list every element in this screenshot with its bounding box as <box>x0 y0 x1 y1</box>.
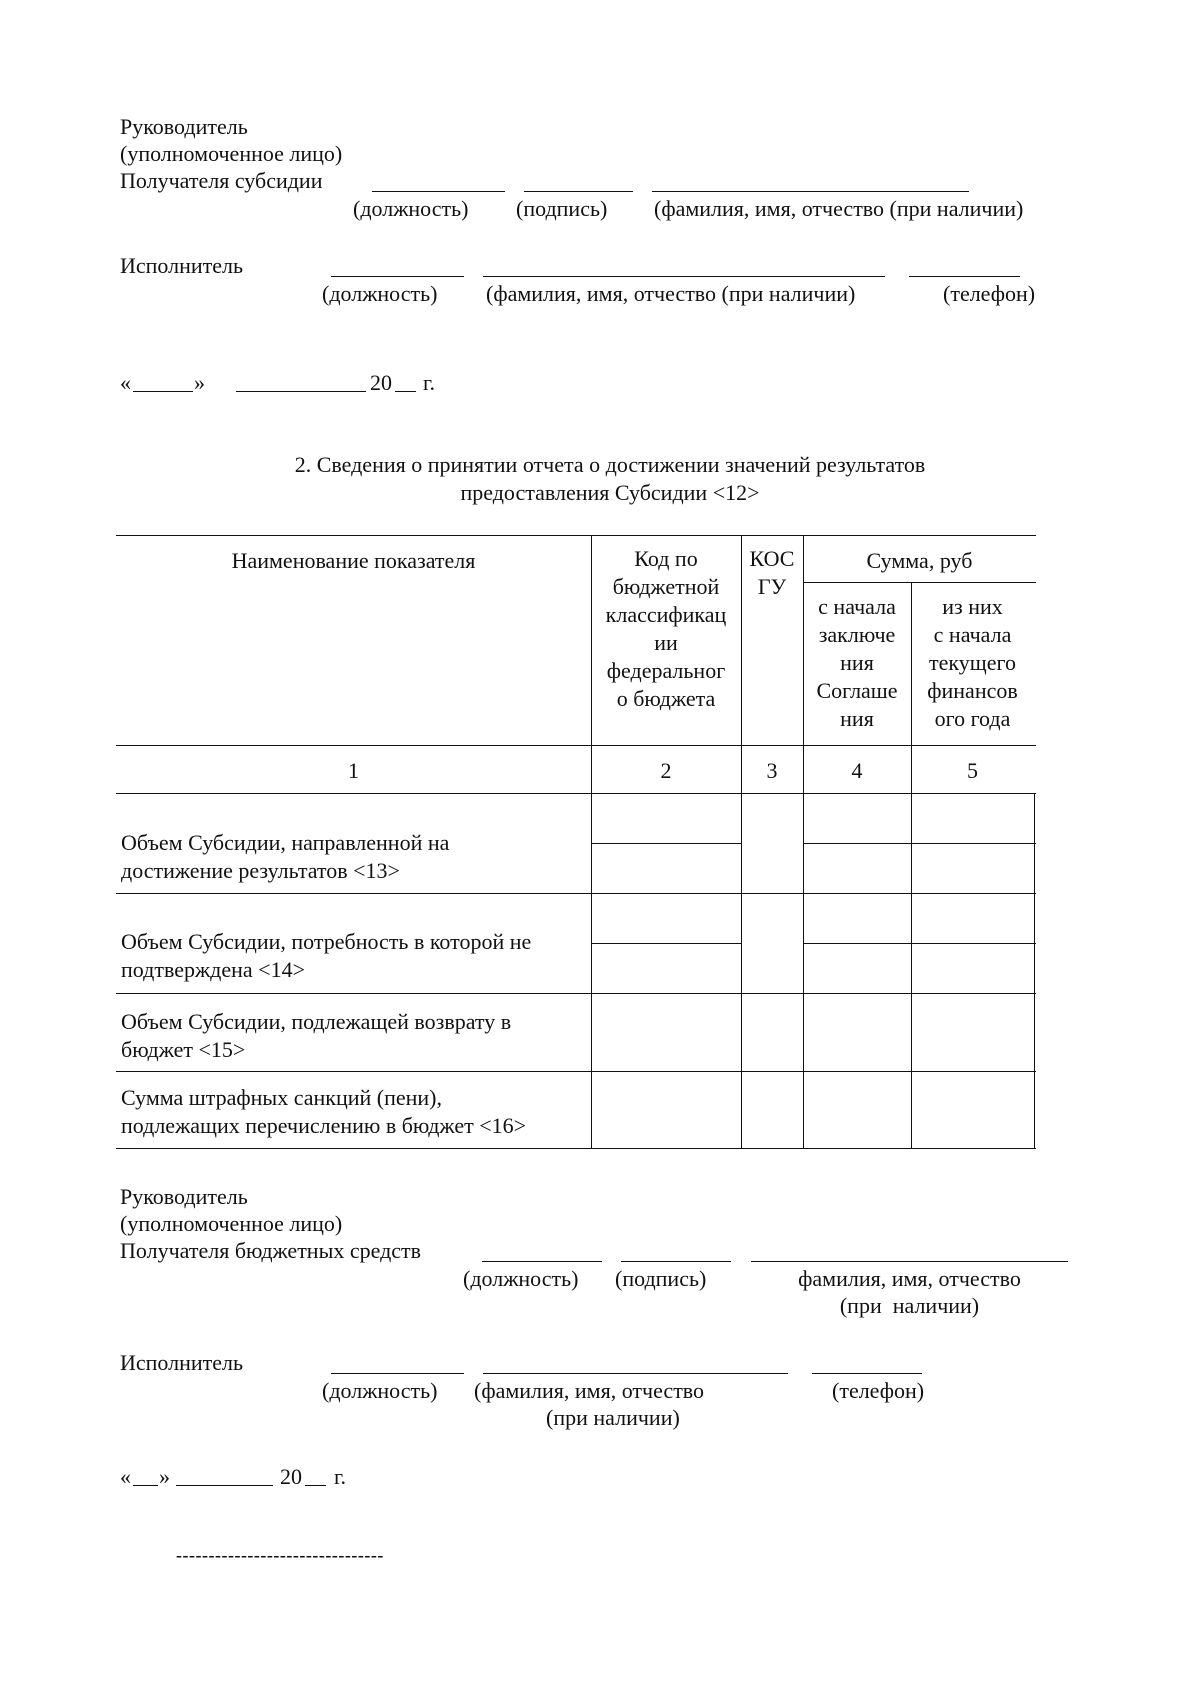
recipient-label: Получателя субсидии <box>120 168 323 193</box>
date-close-quote: » <box>194 370 205 395</box>
year-line[interactable] <box>395 391 416 392</box>
executor-position-caption: (должность) <box>322 281 438 306</box>
year-prefix: 20 <box>370 370 392 395</box>
table-cell-r4-c2[interactable] <box>593 1073 739 1146</box>
executor-position-line[interactable] <box>331 276 464 277</box>
table-cell-r1-c3[interactable] <box>743 795 801 891</box>
row1-bottom-border <box>116 893 1036 894</box>
bottom-executor-position-line[interactable] <box>331 1373 464 1374</box>
table-bottom-border <box>116 1148 1036 1149</box>
table-right-border <box>1034 793 1035 1148</box>
table-cell-r1-c2a[interactable] <box>593 795 739 841</box>
bottom-year-prefix: 20 <box>280 1464 302 1489</box>
sum-group-divider <box>803 582 1036 583</box>
bottom-position-line[interactable] <box>482 1261 602 1262</box>
full-name-line[interactable] <box>652 191 969 192</box>
position-line[interactable] <box>372 191 505 192</box>
header-budget-code: Код по бюджетной классификац ии федеральног о бюджета <box>605 546 727 711</box>
bottom-date-close-quote: » <box>159 1464 170 1489</box>
row1-code-subdivider <box>591 843 741 844</box>
bottom-full-name-caption: фамилия, имя, отчество <box>798 1266 1021 1291</box>
row2-code-subdivider <box>591 943 741 944</box>
row-subsidy-for-results: Объем Субсидии, направленной на достижение результатов <13> <box>121 830 450 883</box>
row2-bottom-border <box>116 993 1036 994</box>
bottom-executor-label: Исполнитель <box>120 1350 244 1375</box>
header-bottom-border <box>116 745 1036 746</box>
table-cell-r1-c5a[interactable] <box>913 795 1032 841</box>
table-cell-r2-c3[interactable] <box>743 895 801 991</box>
table-cell-r1-c2b[interactable] <box>593 845 739 891</box>
header-current-year: из них с начала текущего финансов ого года <box>927 594 1018 731</box>
row-subsidy-to-return: Объем Субсидии, подлежащей возврату в бюджет <15> <box>121 1009 512 1062</box>
bottom-date-open-quote: « <box>120 1464 131 1489</box>
position-caption: (должность) <box>353 196 469 221</box>
executor-name-caption: (фамилия, имя, отчество (при наличии) <box>486 281 856 306</box>
number-row-bottom-border <box>116 793 1036 794</box>
full-name-caption: (фамилия, имя, отчество (при наличии) <box>654 196 1024 221</box>
row-penalties: Сумма штрафных санкций (пени), подлежащих перечислению в бюджет <16> <box>121 1085 527 1138</box>
header-since-agreement: с начала заключе ния Соглаше ния <box>816 594 898 731</box>
bottom-executor-name-line[interactable] <box>483 1373 788 1374</box>
col-number-4: 4 <box>851 758 863 783</box>
executor-phone-caption: (телефон) <box>943 281 1036 306</box>
bottom-month-line[interactable] <box>176 1485 273 1486</box>
bottom-year-suffix: г. <box>334 1464 347 1489</box>
bottom-position-caption: (должность) <box>463 1266 579 1291</box>
col-divider-2 <box>741 535 742 1148</box>
bottom-executor-name-caption: (фамилия, имя, отчество <box>474 1378 705 1403</box>
date-open-quote: « <box>120 370 131 395</box>
bottom-executor-phone-caption: (телефон) <box>832 1378 925 1403</box>
row2-sum-subdivider <box>803 943 1036 944</box>
month-line[interactable] <box>236 391 366 392</box>
footnote-separator: -------------------------------- <box>176 1545 384 1565</box>
bottom-manager-label: Руководитель <box>120 1184 248 1209</box>
bottom-full-name-caption-2: (при наличии) <box>839 1293 980 1318</box>
section-title-line2: предоставления Субсидии <12> <box>460 480 760 505</box>
bottom-day-line[interactable] <box>133 1485 158 1486</box>
bottom-executor-position-caption: (должность) <box>322 1378 438 1403</box>
bottom-authorized-person-label: (уполномоченное лицо) <box>120 1211 343 1236</box>
executor-label: Исполнитель <box>120 253 244 278</box>
bottom-year-line[interactable] <box>305 1485 326 1486</box>
col-number-5: 5 <box>967 758 978 783</box>
manager-label: Руководитель <box>120 114 248 139</box>
row1-sum-subdivider <box>803 843 1036 844</box>
bottom-executor-phone-line[interactable] <box>812 1373 922 1374</box>
header-kosgu: КОС ГУ <box>749 546 795 599</box>
table-cell-r3-c2[interactable] <box>593 995 739 1069</box>
row3-bottom-border <box>116 1071 1036 1072</box>
col-number-3: 3 <box>766 758 778 783</box>
bottom-signature-caption: (подпись) <box>615 1266 707 1291</box>
header-sum-group: Сумма, руб <box>866 548 973 573</box>
col-number-1: 1 <box>348 758 359 783</box>
bottom-recipient-label: Получателя бюджетных средств <box>120 1238 422 1263</box>
executor-name-line[interactable] <box>483 276 885 277</box>
year-suffix: г. <box>423 370 436 395</box>
row-subsidy-unconfirmed: Объем Субсидии, потребность в которой не подтверждена <14> <box>121 929 532 982</box>
bottom-full-name-line[interactable] <box>751 1261 1068 1262</box>
authorized-person-label: (уполномоченное лицо) <box>120 141 343 166</box>
bottom-signature-line[interactable] <box>621 1261 731 1262</box>
bottom-executor-name-caption-2: (при наличии) <box>546 1405 680 1430</box>
col-number-2: 2 <box>660 758 672 783</box>
section-title-line1: 2. Сведения о принятии отчета о достижении значений результатов <box>294 452 926 477</box>
day-line[interactable] <box>133 391 193 392</box>
executor-phone-line[interactable] <box>909 276 1020 277</box>
table-top-border <box>116 535 1036 536</box>
header-indicator-name: Наименование показателя <box>231 548 476 573</box>
table-cell-r1-c4a[interactable] <box>805 795 909 841</box>
signature-caption: (подпись) <box>516 196 608 221</box>
signature-line[interactable] <box>524 191 633 192</box>
